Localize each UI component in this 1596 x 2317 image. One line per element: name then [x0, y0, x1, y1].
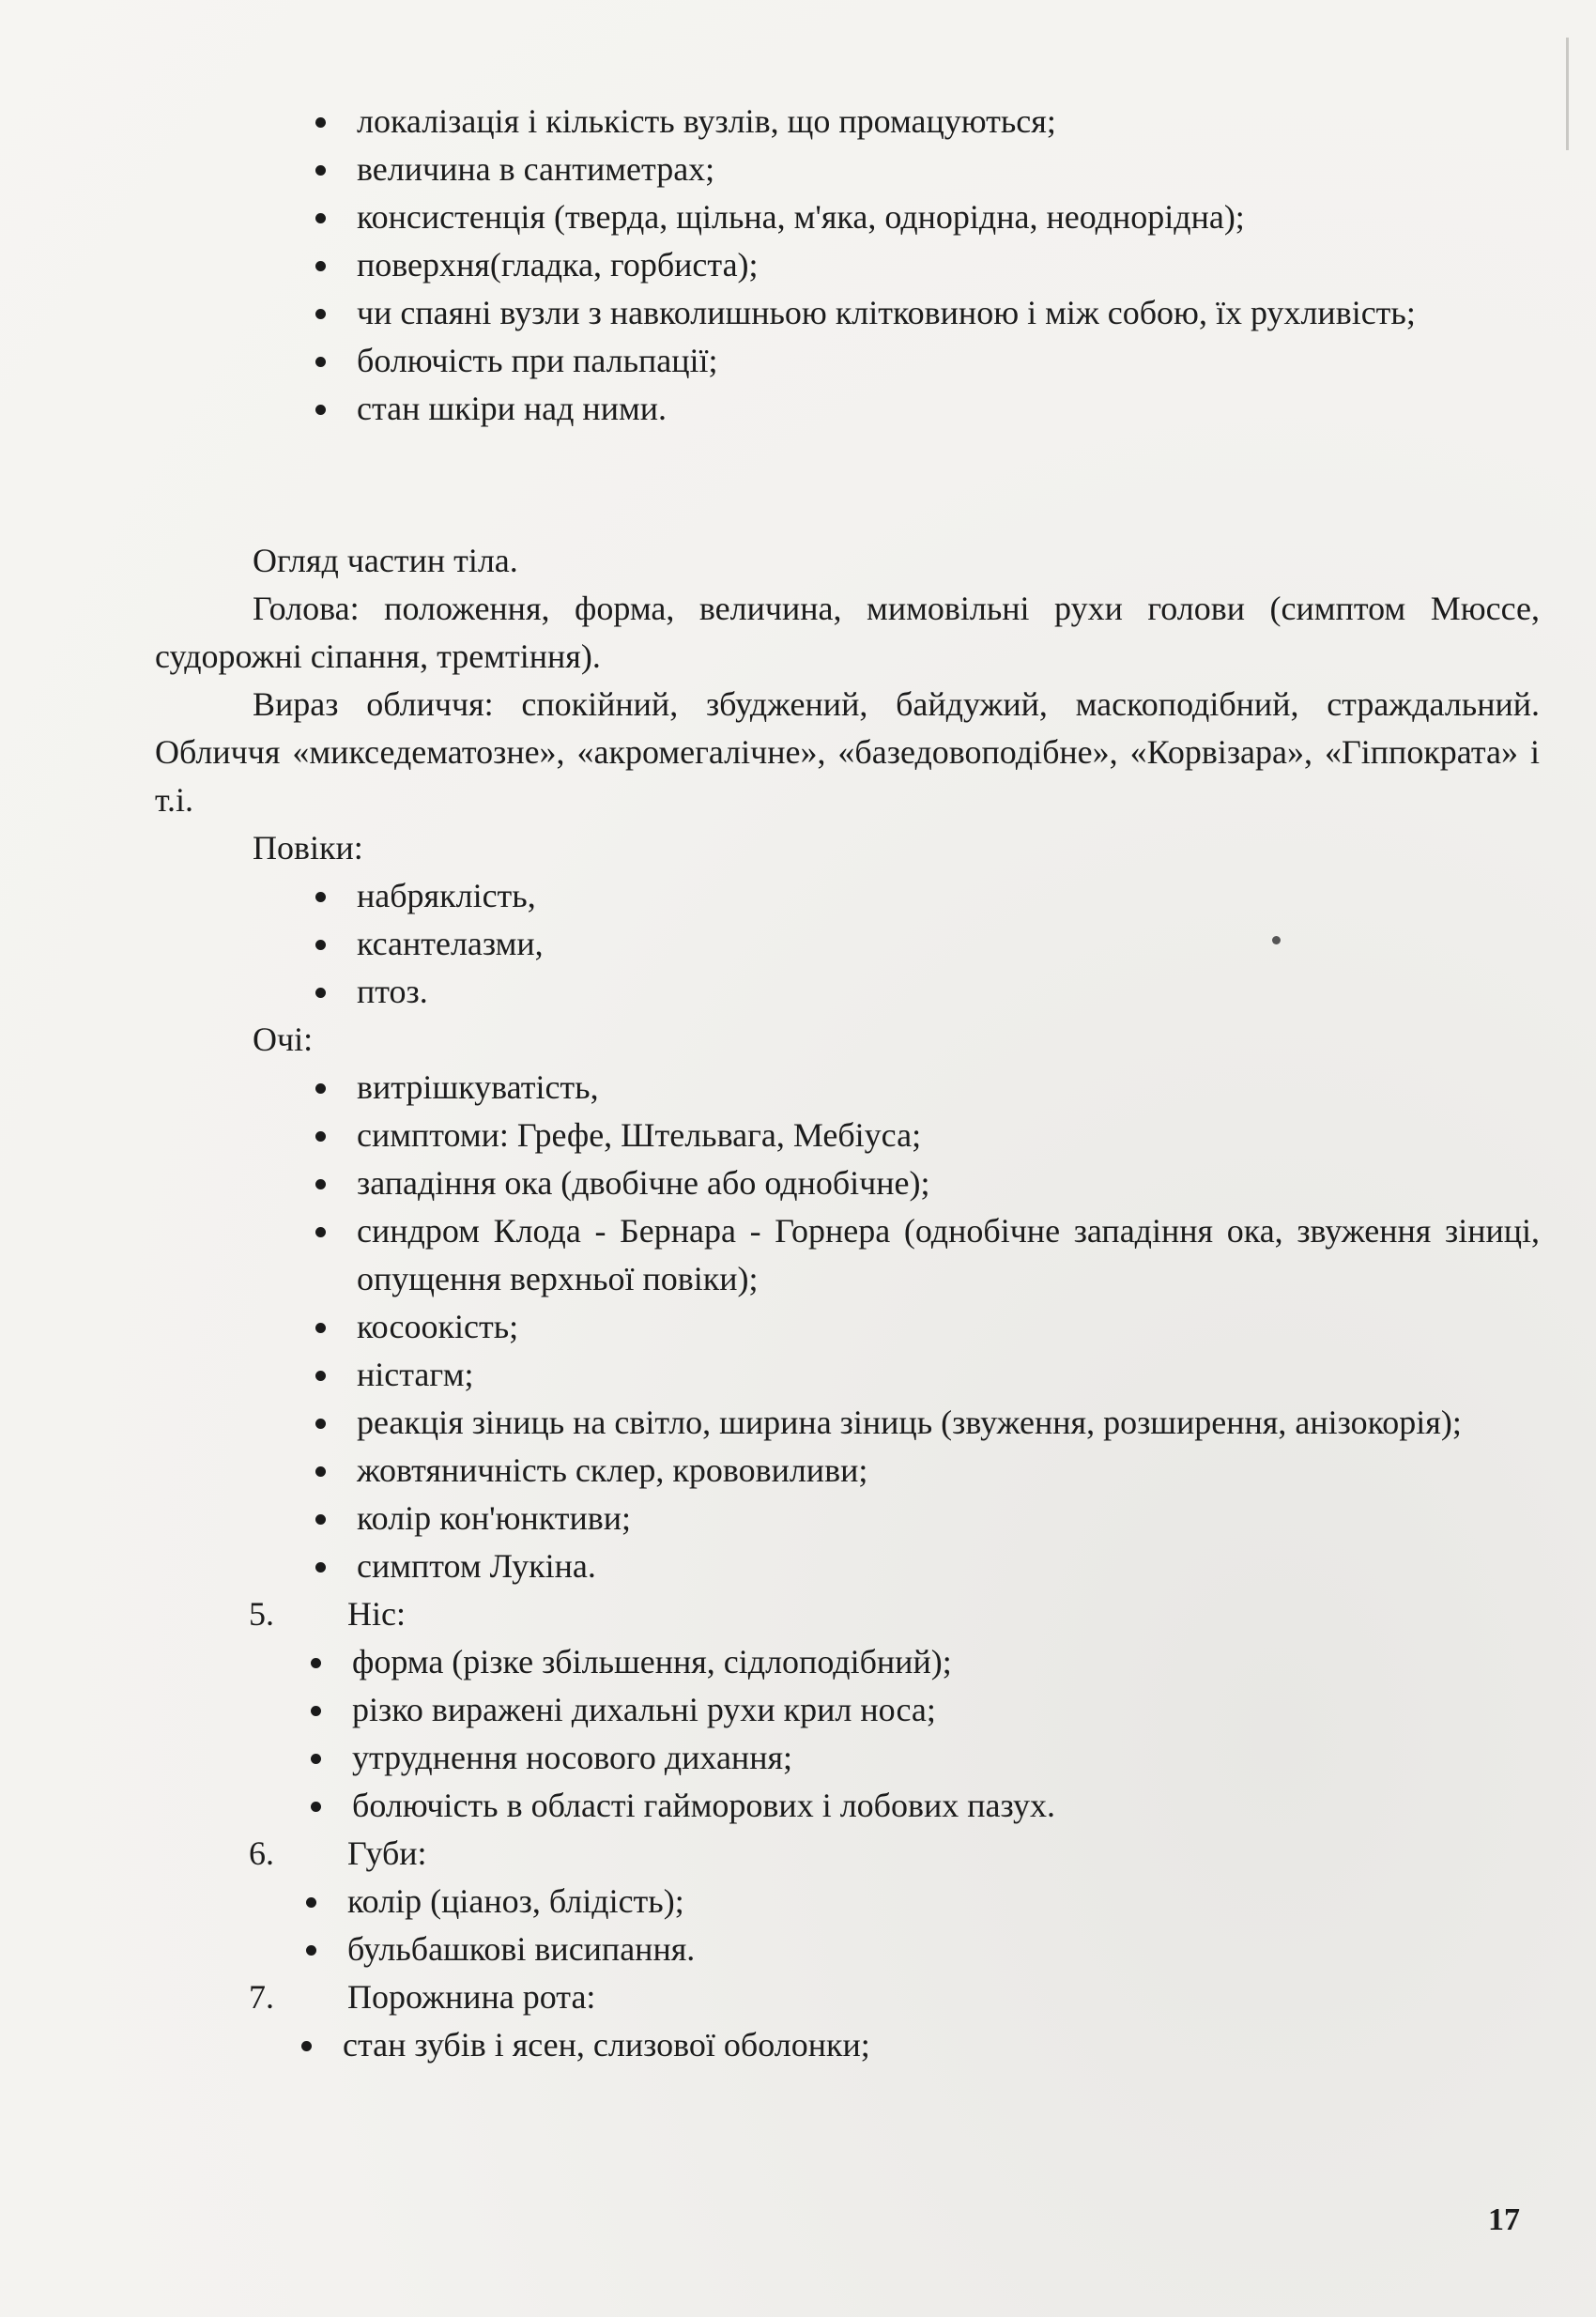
lymph-node-list-block — [155, 98, 1540, 433]
section-label: Губи: — [347, 1834, 427, 1872]
list-item: западіння ока (двобічне або однобічне); — [357, 1159, 1540, 1207]
section-number: 5. — [249, 1595, 274, 1633]
list-item: утруднення носового дихання; — [352, 1734, 1540, 1782]
list-item: синдром Клода - Бернара - Горнера (однобічне западіння ока, звуження зіниці, опущення верхньої повіки); — [357, 1207, 1540, 1303]
list-item: болючість при пальпації; — [357, 337, 1596, 385]
lips-heading — [155, 1830, 1540, 1878]
list-item: консистенція (тверда, щільна, м'яка, однорідна, неоднорідна); — [357, 193, 1596, 241]
list-item: жовтяничність склер, крововиливи; — [357, 1447, 1540, 1495]
page-number: 17 — [1488, 2202, 1520, 2237]
list-item: болючість в області гайморових і лобових пазух. — [352, 1782, 1540, 1830]
list-item: косоокість; — [357, 1303, 1540, 1351]
list-item: поверхня(гладка, горбиста); — [357, 241, 1596, 289]
section-number: 7. — [249, 1978, 274, 2016]
eyelids-heading: Повіки: — [253, 829, 363, 867]
list-item: локалізація і кількість вузлів, що промацуються; — [357, 98, 1596, 146]
nose-heading — [155, 1590, 1540, 1638]
list-item: птоз. — [357, 968, 1540, 1016]
list-item: симптом Лукіна. — [357, 1542, 1540, 1590]
list-item: різко виражені дихальні рухи крил носа; — [352, 1686, 1540, 1734]
head-paragraph: Голова: положення, форма, величина, мимовільні рухи голови (симптом Мюссе, судорожні сіпання, тремтіння). — [155, 590, 1540, 675]
list-item: бульбашкові висипання. — [347, 1926, 1540, 1973]
list-item: стан шкіри над ними. — [357, 385, 1596, 433]
list-item: величина в сантиметрах; — [357, 146, 1596, 193]
section-label: Порожнина рота: — [347, 1978, 596, 2016]
lips-list — [347, 1878, 1540, 1973]
list-item: колір (ціаноз, блідість); — [347, 1878, 1540, 1926]
list-item: симптоми: Грефе, Штельвага, Мебіуса; — [357, 1112, 1540, 1159]
nose-list — [352, 1638, 1540, 1830]
eyes-heading: Очі: — [253, 1020, 314, 1058]
list-item: ністагм; — [357, 1351, 1540, 1399]
list-item: ксантелазми, — [357, 920, 1540, 968]
eyelids-list — [357, 872, 1540, 1016]
list-item: витрішкуватість, — [357, 1064, 1540, 1112]
mouth-heading — [155, 1973, 1540, 2021]
list-item: реакція зіниць на світло, ширина зіниць (звуження, розширення, анізокорія); — [357, 1399, 1540, 1447]
section-title: Огляд частин тіла. — [253, 542, 518, 579]
list-item: форма (різке збільшення, сідлоподібний); — [352, 1638, 1540, 1686]
body-parts-section — [155, 537, 1540, 2069]
section-label: Ніс: — [347, 1595, 406, 1633]
eyes-list — [357, 1064, 1540, 1590]
section-number: 6. — [249, 1834, 274, 1872]
list-item: чи спаяні вузли з навколишньою клітковиною і між собою, їх рухливість; — [357, 289, 1540, 337]
lymph-node-list — [357, 98, 1596, 433]
list-item: стан зубів і ясен, слизової оболонки; — [343, 2021, 1540, 2069]
mouth-list — [343, 2021, 1540, 2069]
face-paragraph: Вираз обличчя: спокійний, збуджений, байдужий, маскоподібний, страждальний. Обличчя «микседематозне», «акромегалічне», «базедовоподібне», «Корвізара», «Гіппократа» і т.і. — [155, 685, 1540, 819]
list-item: набряклість, — [357, 872, 1540, 920]
list-item: колір кон'юнктиви; — [357, 1495, 1540, 1542]
